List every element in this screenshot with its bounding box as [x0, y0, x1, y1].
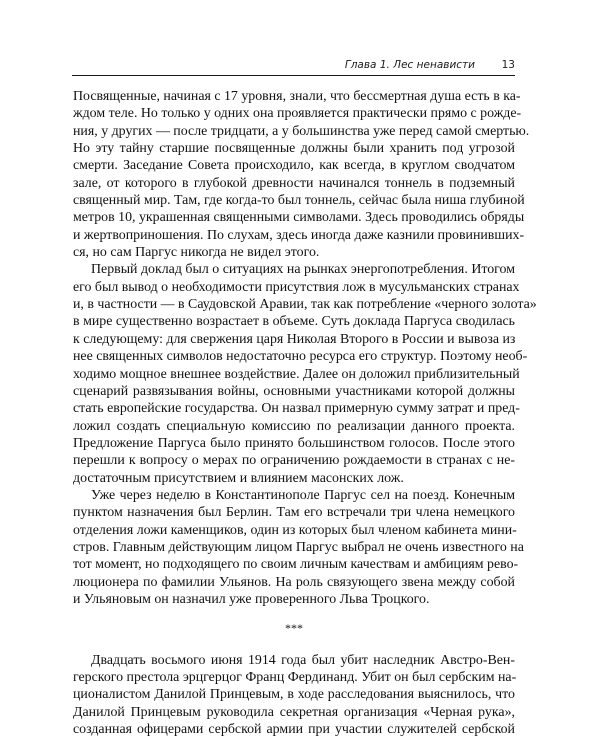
page-number: 13 [501, 59, 515, 71]
text-line: Но эту тайну старшие посвященные должны были хранить под угрозой [73, 141, 515, 157]
text-line: смерти. Заседание Совета происходило, как всегда, в круглом сводчатом [73, 158, 515, 174]
text-line: Уже через неделю в Константинополе Паргус сел на поезд. Конечным [91, 487, 515, 503]
text-line: ния, у других — после тридцати, а у большинства уже перед самой смертью. [73, 123, 530, 139]
text-line: отделения ложи каменщиков, один из которых был членом кабинета мини- [73, 522, 517, 538]
text-line: Данилой Принцевым руководила секретная организация «Черная рука», [73, 704, 515, 720]
text-line: Посвященные, начиная с 17 уровня, знали, что бессмертная душа есть в ка- [73, 89, 521, 104]
text-line: нее священных символов недостаточно ресурса его структур. Поэтому необ- [73, 349, 528, 365]
text-line: стров. Главным действующим лицом Паргус выбрал не очень известного на [73, 539, 524, 555]
text-line: зале, от которого в глубокой древности начинался тоннель в подземный [73, 175, 515, 191]
text-line: и, в частности — в Саудовской Аравии, так как потребление «черного золота» [73, 297, 537, 313]
text-line: и Ульяновым он назначил уже проверенного Льва Троцкого. [73, 591, 430, 607]
text-line: сценарий развязывания войны, основными участниками которой должны [73, 383, 515, 399]
text-line: Двадцать восьмого июня 1914 года был убит наследник Австро-Вен- [91, 652, 515, 668]
text-line: герского престола эрцгерцог Франц Фердинанд. Убит он был сербским на- [73, 670, 517, 685]
text-line: пунктом назначения был Берлин. Там его встречали три члена немецкого [73, 505, 515, 521]
text-line: созданная офицерами сербской армии при участии служителей сербской [73, 722, 515, 738]
paragraph-3 [73, 487, 524, 608]
text-line: ся, но сам Паргус никогда не видел этого. [73, 245, 320, 261]
text-line: к следующему: для свержения царя Николая Второго в России и вывоза из [73, 331, 516, 347]
text-line: люционера по фамилии Ульянов. На роль связующего звена между собой [73, 574, 515, 590]
chapter-title: Глава 1. Лес ненависти [344, 59, 475, 71]
body-text [73, 88, 537, 738]
text-line: стать европейские государства. Он назвал примерную сумму затрат и пред- [73, 401, 520, 417]
text-line: ционалистом Данилой Принцевым, в ходе расследования выяснилось, что [73, 687, 515, 703]
running-head [72, 59, 515, 76]
text-line: Предложение Паргуса было принято большинством голосов. После этого [73, 435, 515, 451]
text-line: тот момент, но подходящего по своим личным качествам и амбициям рево- [73, 557, 519, 573]
paragraph-4 [73, 652, 515, 739]
paragraph-1 [73, 88, 530, 261]
text-line: Первый доклад был о ситуациях на рынках энергопотребления. Итогом [91, 262, 515, 278]
text-line: ждом теле. Но только у одних она проявляется практически прямо с рожде- [73, 106, 522, 122]
text-line: его был вывод о необходимости присутствия лож в мусульманских странах [73, 279, 520, 295]
text-line: ходимо мощное внешнее воздействие. Далее он доложил приблизительный [73, 366, 520, 382]
text-line: ложил создать специальную комиссию по реализации данного проекта. [73, 418, 515, 434]
section-separator: *** [285, 621, 303, 636]
text-line: достаточным присутствием и влиянием масонских лож. [73, 470, 404, 486]
text-line: в мире существенно возрастает в объеме. Суть доклада Паргуса сводилась [73, 314, 515, 330]
text-line: метров 10, украшенная священными символами. Здесь проводились обряды [73, 210, 525, 226]
paragraph-2 [73, 261, 537, 486]
text-line: и жертвоприношения. По слухам, здесь иногда даже казнили провинивших- [73, 227, 525, 243]
text-line: священный мир. Там, где когда-то был тоннель, сейчас была ниша глубиной [73, 193, 525, 209]
text-line: перешли к вопросу о мерах по ограничению рождаемости в странах с не- [73, 453, 515, 469]
